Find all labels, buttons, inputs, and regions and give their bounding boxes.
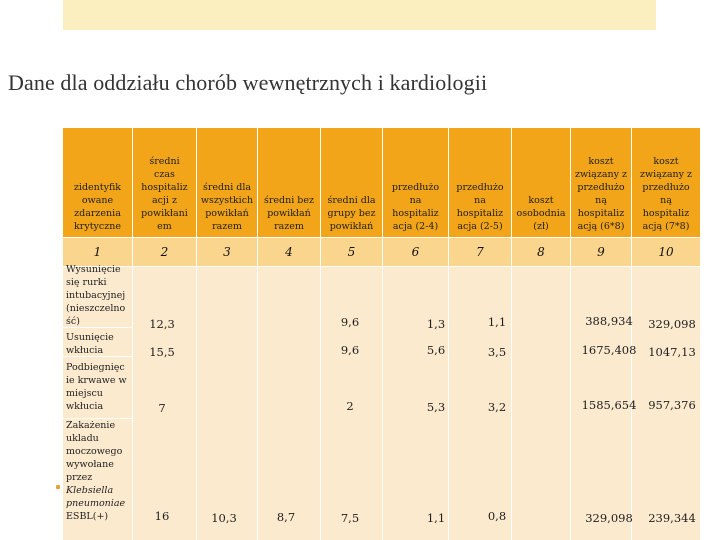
header-cell: przedłużo na hospitaliz acja (2-5) xyxy=(456,182,504,232)
header-cell: zidentyfik owane zdarzenia krytyczne xyxy=(73,182,122,232)
column-number: 5 xyxy=(347,245,356,259)
table-cell: 16 xyxy=(154,509,170,523)
page-title: Dane dla oddziału chorób wewnętrznych i kardiologii xyxy=(8,70,488,95)
table-cell: 7,5 xyxy=(340,511,360,525)
column-number: 7 xyxy=(476,245,484,259)
table-cell: 15,5 xyxy=(149,345,175,359)
organism-name: Klebsiella pneumoniae xyxy=(66,485,126,509)
table-cell: 1,3 xyxy=(426,317,446,331)
header-cell: koszt osobodnia (zł) xyxy=(516,195,566,232)
table-cell: 10,3 xyxy=(211,511,237,525)
table-cell: 7 xyxy=(158,401,166,415)
data-table xyxy=(63,128,700,540)
header-cell: przedłużo na hospitaliz acja (2-4) xyxy=(391,182,440,232)
header-banner xyxy=(63,0,656,30)
column-number: 10 xyxy=(658,245,674,259)
column-number: 3 xyxy=(223,245,231,259)
table-cell: 9,6 xyxy=(340,315,360,329)
column-number: 8 xyxy=(537,245,545,259)
table-cell: 3,5 xyxy=(487,345,507,359)
column-number: 6 xyxy=(411,245,420,259)
header-cell: średni dla grupy bez powikłań xyxy=(327,195,376,232)
header-cell: koszt związany z przedłużo ną hospitaliz acją (7*8) xyxy=(639,156,693,232)
table-cell: 0,8 xyxy=(487,509,507,523)
table-cell: 957,376 xyxy=(648,398,696,412)
header-cell: średni dla wszystkich powikłań razem xyxy=(200,182,254,232)
row-label: Podbiegnięc ie krwawe w miejscu wkłucia xyxy=(66,362,127,412)
column-number: 4 xyxy=(285,245,293,259)
column-number: 2 xyxy=(160,245,169,259)
table-cell: 8,7 xyxy=(276,510,296,524)
table-cell: 329,098 xyxy=(648,317,696,331)
column-number: 9 xyxy=(597,245,605,259)
table-cell: 1675,408 xyxy=(581,343,637,357)
table-cell: 1047,13 xyxy=(648,345,696,359)
row-label: Usunięcie wkłucia xyxy=(66,332,114,356)
table-cell: 1,1 xyxy=(426,511,446,525)
table-cell: 3,2 xyxy=(487,400,507,414)
row-label: Zakażenie ukladu moczowego wywołane przez Klebsiella pneumoniae ESBL(+) xyxy=(66,420,126,522)
header-cell: koszt związany z przedłużo ną hospitaliz acją (6*8) xyxy=(574,156,628,232)
table-cell: 1585,654 xyxy=(581,398,637,412)
table-cell: 1,1 xyxy=(487,315,507,329)
table-cell: 5,6 xyxy=(426,343,446,357)
table-cell: 239,344 xyxy=(648,511,696,525)
bullet-icon xyxy=(56,485,60,489)
row-label: Wysunięcie się rurki intubacyjnej (nieszczelno ść) xyxy=(66,264,126,327)
table-cell: 388,934 xyxy=(585,314,633,328)
header-cell: średni bez powikłań razem xyxy=(263,195,314,232)
header-cell: średni czas hospitaliz acji z powikłani em xyxy=(141,156,188,232)
table-cell: 2 xyxy=(346,399,354,413)
column-number: 1 xyxy=(93,245,102,259)
table-cell: 329,098 xyxy=(585,511,633,525)
table-cell: 5,3 xyxy=(426,400,446,414)
table-cell: 9,6 xyxy=(340,343,360,357)
table-cell: 12,3 xyxy=(149,317,175,331)
